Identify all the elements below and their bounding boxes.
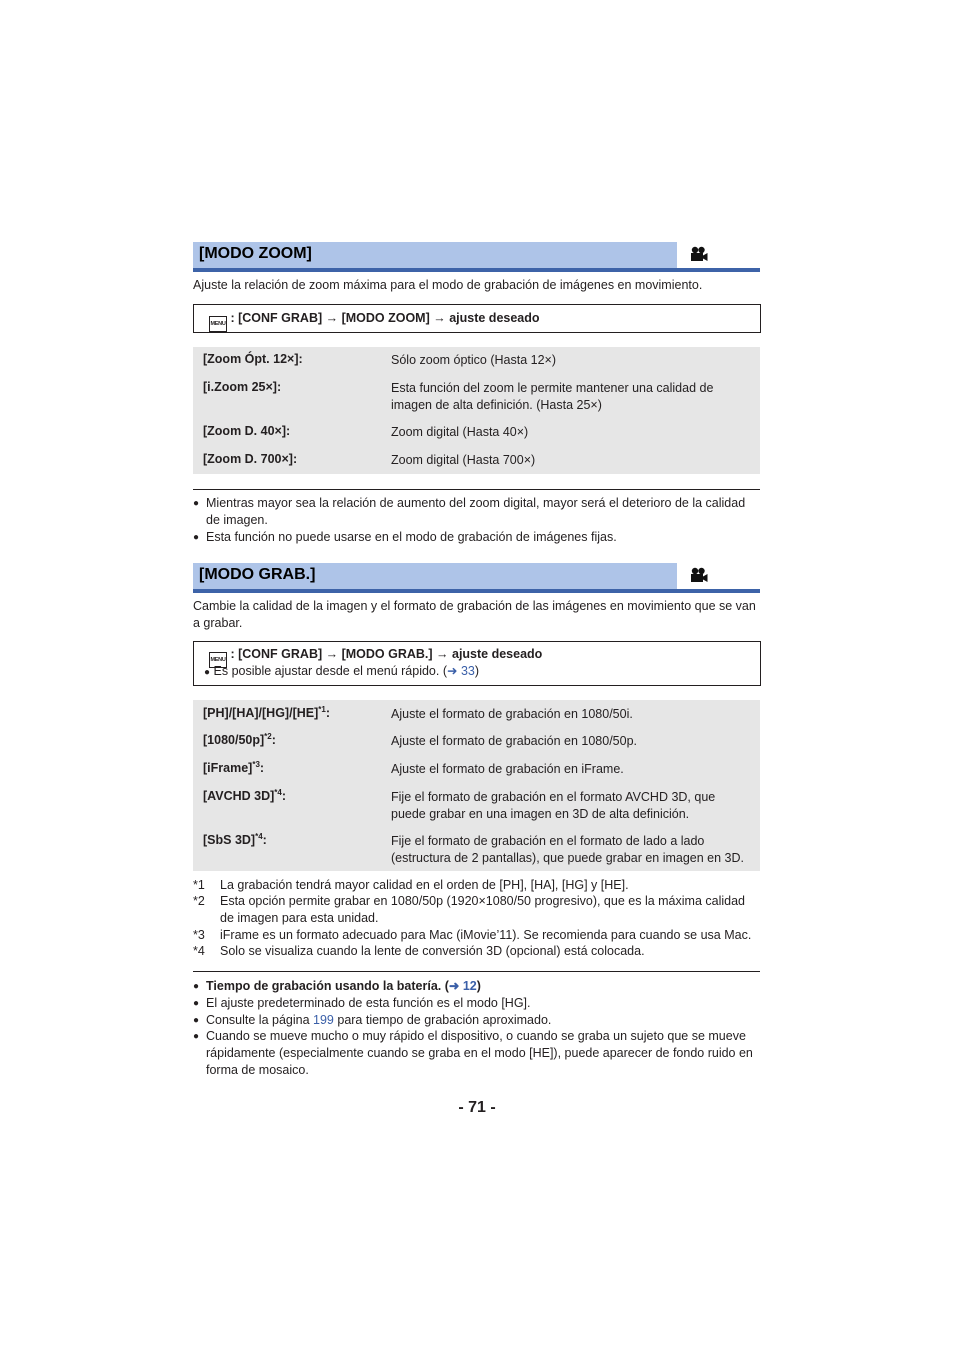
- menu-path-box: [193, 304, 761, 333]
- footnote-ref: *4: [274, 787, 282, 797]
- option-value: Esta función del zoom le permite mantener una calidad de imagen de alta definición. (Hasta 25×): [391, 381, 714, 412]
- footnote-text: Esta opción permite grabar en 1080/50p (1920×1080/50 progresivo), que es la máxima calidad de imagen para esta unidad.: [220, 894, 745, 925]
- footnote-number: *2: [193, 894, 205, 908]
- video-camera-icon: [690, 246, 708, 263]
- quick-menu-note: [204, 663, 479, 678]
- option-key-text: [iFrame]: [203, 761, 253, 775]
- option-value: Fije el formato de grabación en el formato de lado a lado (estructura de 2 pantallas), que puede grabar en imagen en 3D.: [391, 834, 745, 865]
- footnote-ref: *1: [318, 704, 326, 714]
- footnote-number: *3: [193, 928, 205, 942]
- bullet-icon: ●: [193, 532, 200, 543]
- icon-box: [677, 242, 760, 268]
- note-text: Esta función no puede usarse en el modo de grabación de imágenes fijas.: [206, 530, 617, 544]
- battery-note-text: Tiempo de grabación usando la batería. (: [206, 979, 449, 993]
- option-key: [203, 761, 264, 775]
- option-value: Ajuste el formato de grabación en 1080/50p.: [391, 734, 638, 748]
- page-number: - 71 -: [458, 1099, 496, 1116]
- footnote-text: La grabación tendrá mayor calidad en el orden de [PH], [HA], [HG] y [HE].: [220, 878, 629, 892]
- footnote-ref: *4: [255, 831, 263, 841]
- menu-icon: MENU: [209, 316, 227, 332]
- option-key: [Zoom D. 40×]:: [203, 424, 291, 438]
- option-value: Ajuste el formato de grabación en iFrame.: [391, 762, 624, 776]
- footnote-number: *1: [193, 878, 205, 892]
- footnote-ref: *3: [252, 759, 260, 769]
- options-table: [193, 347, 760, 474]
- option-value: Fije el formato de grabación en el formato AVCHD 3D, que puede grabar en una imagen en 3D de alta definición.: [391, 790, 716, 821]
- page-link[interactable]: ➜ 12: [448, 979, 477, 993]
- menu-path-text: : [CONF GRAB] → [MODO ZOOM] → ajuste deseado: [230, 311, 540, 325]
- options-table: [193, 700, 760, 871]
- bullet-icon: ●: [193, 498, 200, 509]
- bullet-icon: ●: [193, 998, 200, 1009]
- video-camera-icon: [690, 567, 708, 584]
- battery-note-close: ): [476, 979, 481, 993]
- page-link[interactable]: ➜ 33: [447, 664, 475, 678]
- option-key: [Zoom D. 700×]:: [203, 452, 298, 466]
- option-value: Sólo zoom óptico (Hasta 12×): [391, 353, 557, 367]
- option-key-colon: :: [325, 706, 330, 720]
- option-key: [i.Zoom 25×]:: [203, 380, 282, 394]
- option-key-text: [1080/50p]: [203, 733, 265, 747]
- menu-path-box: [193, 641, 761, 686]
- section-title: [MODO GRAB.]: [199, 566, 316, 583]
- note-text: Cuando se mueve mucho o muy rápido el dispositivo, o cuando se graba un sujeto que se mueve rápidamente (especialmente cuando se graba en el modo [HE]), puede aparecer de fondo ruido en forma de mosaico.: [206, 1029, 753, 1077]
- option-key-colon: :: [271, 733, 276, 747]
- option-key: [203, 733, 276, 747]
- footnote-ref: *2: [264, 731, 272, 741]
- option-value: Ajuste el formato de grabación en 1080/50i.: [391, 707, 633, 721]
- section-header-modo-grab: [193, 563, 760, 593]
- bullet-icon: ●: [204, 667, 211, 678]
- note-text: [206, 978, 760, 995]
- option-key-text: [PH]/[HA]/[HG]/[HE]: [203, 706, 319, 720]
- option-value: Zoom digital (Hasta 40×): [391, 425, 529, 439]
- section-header-modo-zoom: [193, 242, 760, 272]
- section-title: [MODO ZOOM]: [199, 245, 312, 262]
- footnote-text: Solo se visualiza cuando la lente de conversión 3D (opcional) está colocada.: [220, 944, 645, 958]
- option-key: [203, 706, 330, 720]
- option-key: [203, 789, 286, 803]
- page-link[interactable]: 199: [313, 1013, 334, 1027]
- option-key: [203, 833, 267, 847]
- section-intro: Ajuste la relación de zoom máxima para el modo de grabación de imágenes en movimiento.: [193, 278, 703, 292]
- quick-note-text: Es posible ajustar desde el menú rápido. (: [213, 664, 447, 678]
- option-key: [Zoom Ópt. 12×]:: [203, 352, 303, 366]
- option-value: Zoom digital (Hasta 700×): [391, 453, 536, 467]
- option-key-colon: :: [281, 789, 287, 803]
- option-key-text: [AVCHD 3D]: [203, 789, 275, 803]
- option-key-text: [SbS 3D]: [203, 833, 256, 847]
- menu-path: [209, 311, 540, 332]
- option-key-colon: :: [262, 833, 267, 847]
- consult-pre: Consulte la página: [206, 1013, 314, 1027]
- divider: [193, 489, 760, 490]
- footnote-number: *4: [193, 944, 205, 958]
- section-intro: Cambie la calidad de la imagen y el formato de grabación de las imágenes en movimiento que se van a grabar.: [193, 599, 756, 630]
- option-key-colon: :: [259, 761, 265, 775]
- bullet-icon: ●: [193, 1031, 200, 1042]
- note-text: [206, 1012, 760, 1029]
- note-text: El ajuste predeterminado de esta función es el modo [HG].: [206, 996, 531, 1010]
- bullet-icon: ●: [193, 1015, 200, 1026]
- menu-path-text: : [CONF GRAB] → [MODO GRAB.] → ajuste deseado: [230, 647, 543, 661]
- divider: [193, 971, 760, 972]
- bullet-icon: ●: [193, 981, 200, 992]
- icon-box: [677, 563, 760, 589]
- footnote-text: iFrame es un formato adecuado para Mac (iMovie’11). Se recomienda para cuando se usa Mac.: [220, 928, 752, 942]
- note-text: Mientras mayor sea la relación de aumento del zoom digital, mayor será el deterioro de la calidad de imagen.: [206, 496, 746, 527]
- consult-post: para tiempo de grabación aproximado.: [333, 1013, 552, 1027]
- menu-icon: MENU: [209, 652, 227, 668]
- quick-note-close: ): [474, 664, 480, 678]
